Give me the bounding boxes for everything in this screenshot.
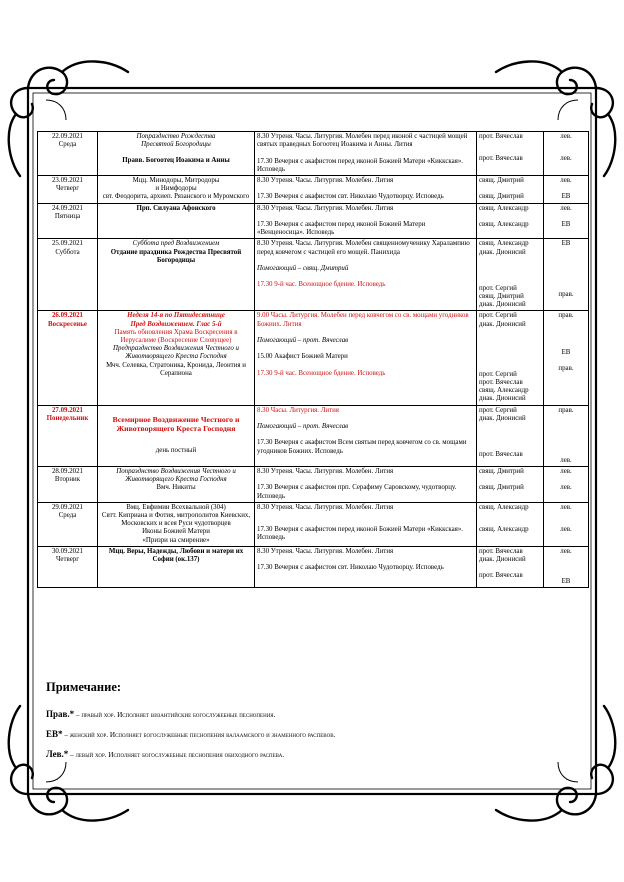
spacer xyxy=(546,249,586,263)
weekday: Четверг xyxy=(55,556,80,564)
spacer xyxy=(479,343,541,357)
choir-cell xyxy=(544,546,589,588)
cell-line: 17.30 Вечерня с акафистом Всем святым перед ковчегом со св. мощами угодников Божиих. Исповедь xyxy=(257,439,467,455)
cell-line: Память обновления Храма Воскресения в Иерусалиме (Воскресение Словущее) xyxy=(114,328,238,345)
cell-line: свящ. Дмитрий xyxy=(479,468,524,476)
cell-line: прот. Вячеслав xyxy=(479,572,523,580)
cell-line: Мцц. Веры, Надежды, Любови и матери их Софии (ок.137) xyxy=(108,547,244,564)
cell-line: 8.30 Часы. Литургия. Лития xyxy=(257,406,339,414)
services-cell xyxy=(255,502,477,546)
spacer xyxy=(257,431,474,439)
table-row xyxy=(38,467,589,503)
table-row xyxy=(38,132,589,176)
cell-line: свящ. Александр xyxy=(479,221,529,228)
spacer xyxy=(257,512,474,526)
spacer xyxy=(257,329,474,337)
spacer xyxy=(546,570,586,578)
feast-cell xyxy=(98,132,255,176)
services-cell xyxy=(255,311,477,405)
note-womens-choir xyxy=(46,729,586,739)
cell-line: диак. Дионисий xyxy=(479,320,526,328)
feast-cell xyxy=(98,239,255,311)
table-row xyxy=(38,239,589,311)
spacer xyxy=(546,335,586,349)
notes-title: Примечание: xyxy=(46,680,122,694)
spacer xyxy=(546,429,586,443)
cell-line: 8.30 Утреня. Часы. Литургия. Молебен. Лития xyxy=(257,503,394,511)
choir-cell xyxy=(544,467,589,503)
cell-line: свт. Феодорита, архиеп. Рязанского и Муромского xyxy=(102,193,250,201)
weekday: Среда xyxy=(58,141,77,149)
cell-line: свящ. Дмитрий xyxy=(479,484,524,492)
cell-line: 8.30 Утреня. Часы. Литургия. Молебен. Лития xyxy=(257,204,394,212)
feast-cell xyxy=(98,405,255,466)
spacer xyxy=(479,423,541,437)
table-row xyxy=(38,311,589,405)
spacer xyxy=(257,476,474,484)
cell-line: Пред Воздвижением. Глас 5-й xyxy=(130,320,222,328)
spacer xyxy=(100,407,252,415)
feast-cell xyxy=(98,546,255,588)
schedule-table xyxy=(37,131,589,588)
cell-line: день постный xyxy=(155,446,197,454)
weekday: Воскресенье xyxy=(48,320,87,328)
note-key: Лев.* xyxy=(46,749,69,759)
cell-line: Помогающий – прот. Вячеслав xyxy=(257,337,349,345)
weekday: Пятница xyxy=(54,212,81,220)
cell-line: 17.30 Вечерня с акафистом перед иконой Божией Матери «Киккская». Исповедь xyxy=(257,526,464,542)
note-key: ЕВ* xyxy=(46,729,63,739)
date-value: 27.09.2021 xyxy=(51,406,83,414)
date-cell xyxy=(38,405,98,466)
spacer xyxy=(257,273,474,281)
weekday: Понедельник xyxy=(46,414,89,422)
spacer xyxy=(479,213,541,221)
cell-line: 8.30 Утреня. Часы. Литургия. Молебен. Лития xyxy=(257,547,394,555)
spacer xyxy=(546,512,586,526)
spacer xyxy=(546,263,586,277)
cell-line: прав. xyxy=(558,406,574,414)
cell-line: 8.30 Утреня. Часы. Литургия. Молебен перед иконой с частицей мощей святых праведных Богоотец Иоакима и Анны. Лития xyxy=(257,133,468,149)
date-cell xyxy=(38,311,98,405)
spacer xyxy=(479,141,541,155)
cell-line: свящ. Дмитрий xyxy=(479,193,524,201)
clergy-cell xyxy=(477,311,544,405)
cell-line: свящ. Александр xyxy=(479,204,529,212)
cell-line: «Призри на смирение» xyxy=(142,536,210,544)
cell-line: Иконы Божией Матери xyxy=(142,528,210,536)
cell-line: 17.30 Вечерня с акафистом перед иконой Божией Матери «Киккская». Исповедь xyxy=(257,157,464,173)
spacer xyxy=(257,185,474,193)
feast-cell xyxy=(98,176,255,204)
cell-line: свящ. Александр xyxy=(479,503,529,511)
cell-line: Вмц. Евфимии Всехвальной (304) xyxy=(126,503,226,511)
table-row xyxy=(38,176,589,204)
spacer xyxy=(546,443,586,457)
feast-cell xyxy=(98,203,255,239)
feast-cell xyxy=(98,311,255,405)
cell-line: Прп. Силуана Афонского xyxy=(136,204,216,212)
cell-line: 8.30 Утреня. Часы. Литургия. Молебен. Лития xyxy=(257,177,394,184)
table-row xyxy=(38,546,589,588)
feast-cell xyxy=(98,467,255,503)
choir-cell xyxy=(544,203,589,239)
cell-line: свящ. Александр xyxy=(479,387,529,395)
date-value: 25.09.2021 xyxy=(51,240,83,248)
date-cell xyxy=(38,467,98,503)
services-cell xyxy=(255,467,477,503)
clergy-cell xyxy=(477,502,544,546)
cell-line: диак. Дионисий xyxy=(479,301,526,309)
clergy-cell xyxy=(477,239,544,311)
cell-line: лев. xyxy=(560,133,572,140)
spacer xyxy=(479,185,541,193)
date-value: 26.09.2021 xyxy=(51,312,83,320)
cell-line: 17.30 9-й час. Всенощное бдение. Исповедь xyxy=(257,369,386,377)
spacer xyxy=(257,345,474,353)
cell-line: 17.30 Вечерня с акафистом свт. Николаю Чудотворцу. Исповедь xyxy=(257,193,444,201)
cell-line: прот. Вячеслав xyxy=(479,379,523,387)
cell-line: и Нимфодоры xyxy=(155,185,197,193)
cell-line: 15.00 Акафист Божией Матери xyxy=(257,353,348,361)
cell-line: прот. Вячеслав xyxy=(479,155,523,163)
cell-line: Суббота пред Воздвижением xyxy=(132,240,220,248)
note-text: – женский хор. Исполняет богослужебные песнопения валаамского и знаменного распевов. xyxy=(62,731,336,739)
cell-line: диак. Дионисий xyxy=(479,395,526,403)
cell-line: диак. Дионисий xyxy=(479,556,526,564)
cell-line: ЕВ xyxy=(561,240,571,248)
table-row xyxy=(38,405,589,466)
cell-line: 17.30 Вечерня с акафистом перед иконой Божией Матери «Венценосица». Исповедь xyxy=(257,221,426,237)
cell-line: прот. Сергий xyxy=(479,406,517,414)
cell-line: свящ. Александр xyxy=(479,526,529,534)
clergy-cell xyxy=(477,132,544,176)
date-cell xyxy=(38,203,98,239)
cell-line: Вмч. Никиты xyxy=(156,484,196,492)
table-row xyxy=(38,203,589,239)
cell-line: Мчч. Селевка, Стратоника, Кронида, Леонтия и Серапиона xyxy=(106,361,246,377)
date-value: 24.09.2021 xyxy=(51,204,83,212)
cell-line: Мцц. Минодоры, Митродоры xyxy=(132,177,220,184)
services-cell xyxy=(255,132,477,176)
spacer xyxy=(479,357,541,371)
cell-line: 17.30 Вечерня с акафистом свт. Николаю Чудотворцу. Исповедь xyxy=(257,564,444,572)
date-value: 30.09.2021 xyxy=(51,547,83,555)
choir-cell xyxy=(544,132,589,176)
spacer xyxy=(479,564,541,572)
spacer xyxy=(546,141,586,155)
date-value: 23.09.2021 xyxy=(51,177,83,184)
cell-line: лев. xyxy=(560,484,572,492)
services-cell xyxy=(255,203,477,239)
spacer xyxy=(479,437,541,451)
cell-line: лев. xyxy=(560,204,572,212)
spacer xyxy=(546,415,586,429)
cell-line: прот. Вячеслав xyxy=(479,133,523,140)
cell-line: лев. xyxy=(560,177,572,184)
choir-cell xyxy=(544,502,589,546)
services-cell xyxy=(255,405,477,466)
cell-line: 8.30 Утреня. Часы. Литургия. Молебен. Лития xyxy=(257,468,394,476)
clergy-cell xyxy=(477,467,544,503)
cell-line: ЕВ xyxy=(561,578,571,586)
cell-line: прот. Вячеслав xyxy=(479,547,523,555)
date-cell xyxy=(38,132,98,176)
cell-line: Помогающий – свящ. Дмитрий xyxy=(257,265,349,272)
services-cell xyxy=(255,239,477,311)
spacer xyxy=(546,277,586,291)
cell-line: диак. Дионисий xyxy=(479,248,526,256)
spacer xyxy=(257,257,474,265)
cell-line: 9.00 Часы. Литургия. Молебен перед ковчегом со св. мощами угодников Божиих. Лития xyxy=(257,312,469,328)
cell-line: диак. Дионисий xyxy=(479,414,526,422)
cell-line: прот. Сергий xyxy=(479,370,517,378)
cell-line: Неделя 14-я по Пятидесятнице xyxy=(127,312,225,320)
notes-section xyxy=(46,680,586,769)
spacer xyxy=(100,433,252,447)
cell-line: лев. xyxy=(560,468,572,476)
clergy-cell xyxy=(477,203,544,239)
spacer xyxy=(257,556,474,564)
note-left-choir xyxy=(46,749,586,759)
schedule-body xyxy=(38,132,589,588)
weekday: Вторник xyxy=(54,476,81,484)
feast-cell xyxy=(98,502,255,546)
date-value: 22.09.2021 xyxy=(51,133,83,140)
spacer xyxy=(546,476,586,484)
cell-line: прот. Сергий xyxy=(479,284,517,292)
cell-line: лев. xyxy=(560,526,572,534)
cell-line: свящ. Дмитрий xyxy=(479,177,524,184)
cell-line: Пресвятой Богородицы xyxy=(141,141,211,149)
date-cell xyxy=(38,546,98,588)
cell-line: прав. xyxy=(558,312,574,320)
cell-line: Свтт. Киприана и Фотия, митрополитов Киевских, Московских и всея Руси чудотворцев xyxy=(101,512,251,528)
cell-line: прав. xyxy=(558,365,574,373)
cell-line: Отдание праздника Рождества Пресвятой Богородицы xyxy=(110,248,242,264)
spacer xyxy=(257,149,474,157)
clergy-cell xyxy=(477,546,544,588)
cell-line: Предпразднство Воздвижения Честного и Животворящего Креста Господня xyxy=(113,345,239,361)
services-cell xyxy=(255,546,477,588)
cell-line: ЕВ xyxy=(561,221,571,228)
cell-line: 17.30 9-й час. Всенощное бдение. Исповедь xyxy=(257,281,386,289)
spacer xyxy=(479,329,541,343)
cell-line: 8.30 Утреня. Часы. Литургия. Молебен священномученику Харалампию перед ковчегом с частицей его мощей. Панихида xyxy=(257,240,470,256)
weekday: Среда xyxy=(58,512,77,520)
note-text: – правый хор. Исполняет византийские богослужебные песнопения. xyxy=(74,711,276,719)
spacer xyxy=(546,357,586,365)
choir-cell xyxy=(544,239,589,311)
cell-line: лев. xyxy=(560,547,572,555)
choir-cell xyxy=(544,176,589,204)
choir-cell xyxy=(544,311,589,405)
cell-line: лев. xyxy=(560,503,572,511)
spacer xyxy=(100,149,252,157)
table-row xyxy=(38,502,589,546)
cell-line: свящ. Дмитрий xyxy=(479,293,524,301)
clergy-cell xyxy=(477,405,544,466)
spacer xyxy=(479,512,541,526)
spacer xyxy=(257,415,474,423)
spacer xyxy=(479,476,541,484)
choir-cell xyxy=(544,405,589,466)
spacer xyxy=(257,362,474,370)
cell-line: Попразднство Воздвижения Честного и Животворящего Креста Господня xyxy=(116,468,236,484)
cell-line: Помогающий – прот. Вячеслав xyxy=(257,423,349,431)
spacer xyxy=(257,213,474,221)
cell-line: прав. xyxy=(558,290,574,298)
spacer xyxy=(546,185,586,193)
note-text: – левый хор. Исполняет богослужебные песнопения обиходного распева. xyxy=(68,751,285,759)
date-cell xyxy=(38,502,98,546)
spacer xyxy=(546,556,586,570)
note-right-choir xyxy=(46,709,586,719)
weekday: Четверг xyxy=(55,185,80,193)
cell-line: лев. xyxy=(560,155,572,163)
cell-line: 17.30 Вечерня с акафистом прп. Серафиму Саровскому, чудотворцу. Исповедь xyxy=(257,484,457,500)
cell-line: Попразднство Рождества xyxy=(136,133,216,140)
cell-line: ЕВ xyxy=(561,193,571,201)
clergy-cell xyxy=(477,176,544,204)
cell-line: прот. Вячеслав xyxy=(479,451,523,459)
cell-line: ЕВ xyxy=(561,348,571,356)
spacer xyxy=(546,213,586,221)
cell-line: Всемирное Воздвижение Честного и Животворящего Креста Господня xyxy=(112,414,240,433)
date-value: 28.09.2021 xyxy=(51,468,83,476)
spacer xyxy=(479,271,541,285)
cell-line: прот. Сергий xyxy=(479,312,517,320)
weekday: Суббота xyxy=(55,248,80,256)
note-key: Прав.* xyxy=(46,709,75,719)
cell-line: свящ. Александр xyxy=(479,240,529,248)
cell-line: Правв. Богоотец Иоакима и Анны xyxy=(122,157,230,165)
date-value: 29.09.2021 xyxy=(51,503,83,511)
spacer xyxy=(546,321,586,335)
date-cell xyxy=(38,176,98,204)
spacer xyxy=(479,257,541,271)
cell-line: лев. xyxy=(560,456,572,464)
services-cell xyxy=(255,176,477,204)
date-cell xyxy=(38,239,98,311)
